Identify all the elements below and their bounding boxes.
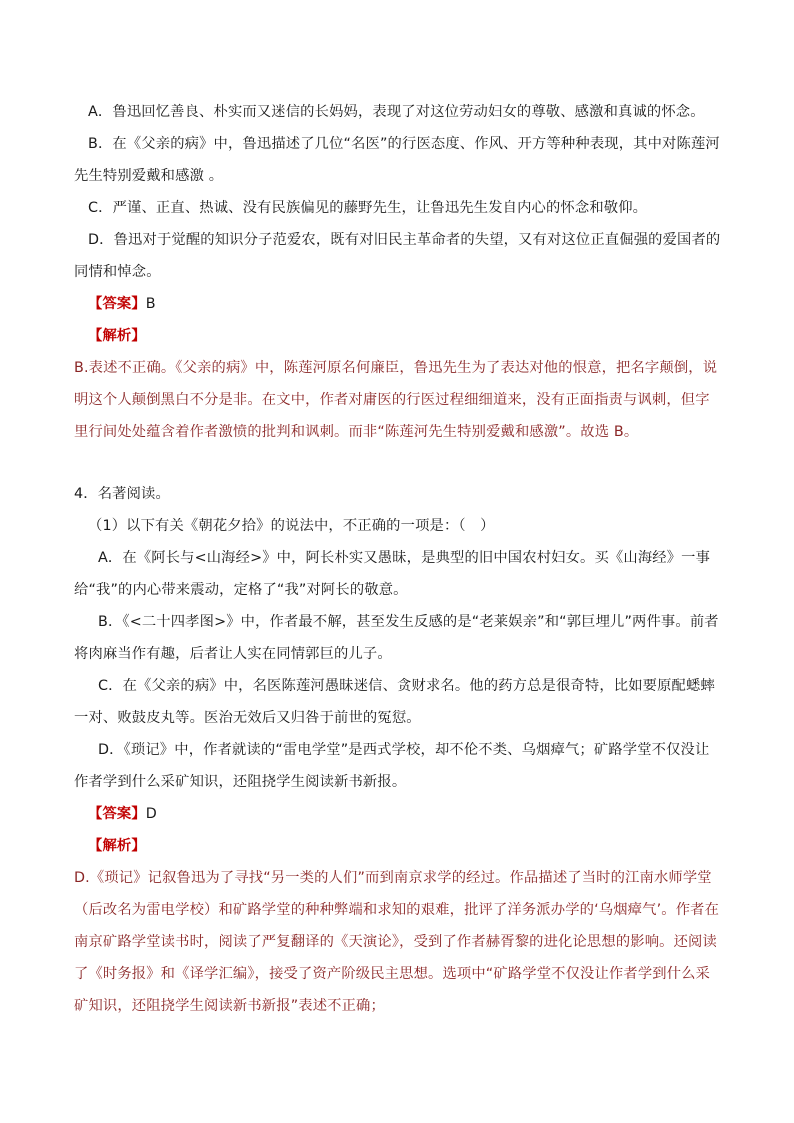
q4-answer bbox=[74, 798, 722, 830]
q3-option-c: C．严谨、正直、热诚、没有民族偏见的藤野先生，让鲁迅先生发自内心的怀念和敬仰。 bbox=[88, 200, 648, 216]
q4-option-c: C．在《父亲的病》中，名医陈莲河愚昧迷信、贪财求名。他的药方总是很奇特，比如要原配蟋蟀一对、败鼓皮丸等。医治无效后又归咎于前世的冤愆。 bbox=[74, 678, 715, 726]
analysis-tag: 【解析】 bbox=[88, 838, 146, 854]
q3-option-a: A．鲁迅回忆善良、朴实而又迷信的长妈妈，表现了对这位劳动妇女的尊敬、感激和真诚的怀念。 bbox=[88, 104, 705, 120]
answer-tag: 【答案】 bbox=[88, 806, 146, 822]
q3-option-d: D．鲁迅对于觉醒的知识分子范爱农，既有对旧民主革命者的失望，又有对这位正直倔强的爱国者的同情和悼念。 bbox=[74, 232, 721, 280]
q4-option-b: B．《<二十四孝图>》中，作者最不解，甚至发生反感的是“老莱娱亲”和“郭巨埋儿”两件事。前者将肉麻当作有趣，后者让人实在同情郭巨的儿子。 bbox=[74, 614, 719, 662]
section-gap bbox=[74, 448, 722, 478]
answer-value: D bbox=[145, 806, 157, 822]
q4-subquestion: （1）以下有关《朝花夕拾》的说法中，不正确的一项是：（ ） bbox=[88, 518, 495, 534]
q3-analysis-heading bbox=[74, 320, 722, 352]
q4-analysis-heading bbox=[74, 830, 722, 862]
q3-option-b: B．在《父亲的病》中，鲁迅描述了几位“名医”的行医态度、作风、开方等种种表现，其中对陈莲河先生特别爱戴和感激 。 bbox=[74, 136, 720, 184]
q4-title: 4．名著阅读。 bbox=[74, 486, 170, 502]
q3-answer bbox=[74, 288, 722, 320]
answer-tag: 【答案】 bbox=[88, 296, 146, 312]
q3-analysis-text: B.表述不正确。《父亲的病》中，陈莲河原名何廉臣，鲁迅先生为了表达对他的恨意，把名字颠倒，说明这个人颠倒黑白不分是非。在文中，作者对庸医的行医过程细细道来，没有正面指责与讽刺，但字里行间处处蕴含着作者激愤的批判和讽刺。而非“陈莲河先生特别爱戴和感激”。故选 B。 bbox=[74, 360, 718, 440]
page-content bbox=[74, 96, 722, 1022]
q4-analysis-text: D.《琐记》记叙鲁迅为了寻找“另一类的人们”而到南京求学的经过。作品描述了当时的江南水师学堂（后改名为雷电学校）和矿路学堂的种种弊端和求知的艰难，批评了洋务派办学的‘乌烟瘴气’。作者在南京矿路学堂读书时，阅读了严复翻译的《天演论》，受到了作者赫胥黎的进化论思想的影响。还阅读了《时务报》和《译学汇编》，接受了资产阶级民主思想。选项中“矿路学堂不仅没让作者学到什么采矿知识，还阻挠学生阅读新书新报”表述不正确； bbox=[74, 870, 720, 1014]
answer-value: B bbox=[145, 296, 156, 312]
analysis-tag: 【解析】 bbox=[88, 328, 146, 344]
q4-option-a: A．在《阿长与<山海经>》中，阿长朴实又愚昧，是典型的旧中国农村妇女。买《山海经》一事给“我”的内心带来震动，定格了“我”对阿长的敬意。 bbox=[74, 550, 711, 598]
q4-option-d: D．《琐记》中，作者就读的“雷电学堂”是西式学校，却不伦不类、乌烟瘴气；矿路学堂不仅没让作者学到什么采矿知识，还阻挠学生阅读新书新报。 bbox=[74, 742, 710, 790]
